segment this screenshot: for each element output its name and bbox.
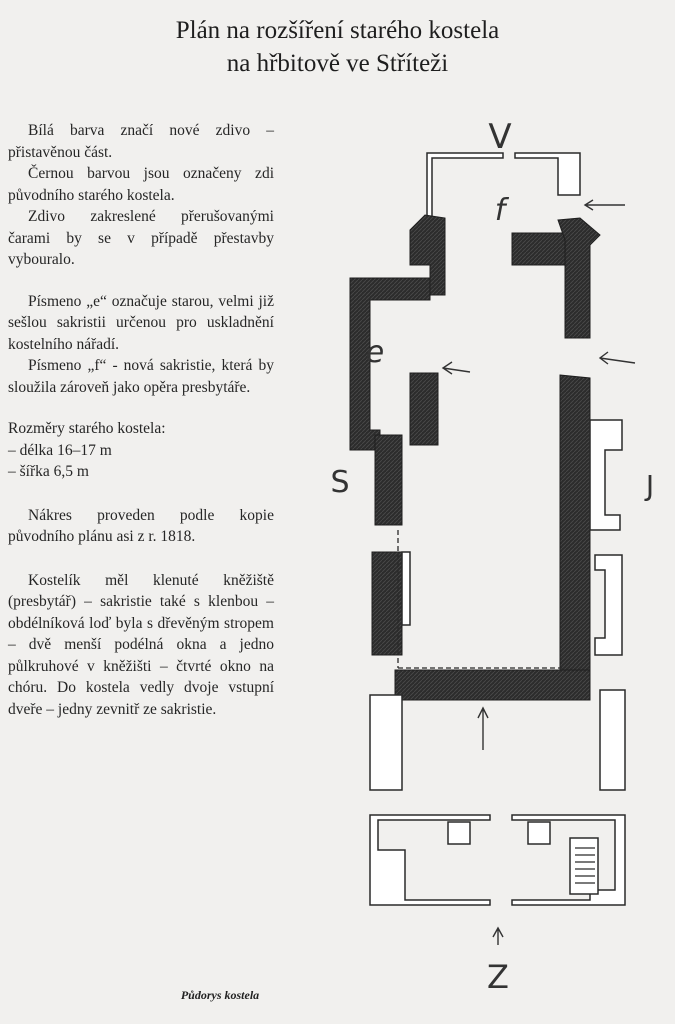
dimensions-width: – šířka 6,5 m — [8, 463, 89, 480]
old-sacristy-label: e — [365, 335, 385, 370]
legend-dashed: Zdivo zakreslené přerušovanými čarami by se v případě přestavby vybouralo. — [8, 208, 274, 268]
north-label: V — [488, 117, 512, 157]
page-title — [0, 14, 675, 80]
legend-black: Černou barvou jsou označeny zdi původního starého kostela. — [8, 165, 274, 204]
legend-white: Bílá barva značí nové zdivo – přistavěnou část. — [8, 122, 274, 161]
church-description: Kostelík měl klenuté kněžiště (presbytář) – sakristie také s klenbou – obdélníková loď byla s dřevěným stropem – dvě menší podélná okna a jedno půlkruhové v kněžišti – čtvrté okno na chóru. Do kostela vedly dvoje vstupní dveře – jedny zevnitř ze sakristie. — [8, 571, 274, 718]
arrow-icon-nave — [478, 708, 488, 750]
title-line-1: Plán na rozšíření starého kostela — [175, 17, 500, 44]
dimensions-heading: Rozměry starého kostela: — [8, 420, 166, 437]
old-walls — [350, 215, 600, 700]
church-floor-plan — [290, 100, 670, 1000]
west-label: S — [330, 465, 350, 500]
new-sacristy-label: f — [494, 193, 506, 228]
text-column — [8, 120, 274, 720]
legend-letter-f: Písmeno „f“ - nová sakristie, která by sloužila zároveň jako opěra presbytáře. — [8, 357, 274, 396]
east-label: J — [645, 469, 655, 502]
arrow-icon-f — [585, 200, 625, 210]
arrow-icon-e — [443, 362, 470, 374]
source-note: Nákres proveden podle kopie původního plánu asi z r. 1818. — [8, 506, 274, 545]
arrow-icon-entrance — [493, 928, 503, 945]
figure-caption: Půdorys kostela — [180, 988, 260, 1002]
arrow-icon-east — [600, 352, 635, 364]
legend-letter-e: Písmeno „e“ označuje starou, velmi již sešlou sakristii určenou pro uskladnění kostelního nářadí. — [8, 292, 274, 353]
south-label: Z — [487, 958, 509, 996]
dimensions-length: – délka 16–17 m — [8, 441, 112, 459]
demolition-dashed-lines — [398, 530, 562, 668]
title-line-2: na hřbitově ve Stříteži — [226, 50, 449, 77]
